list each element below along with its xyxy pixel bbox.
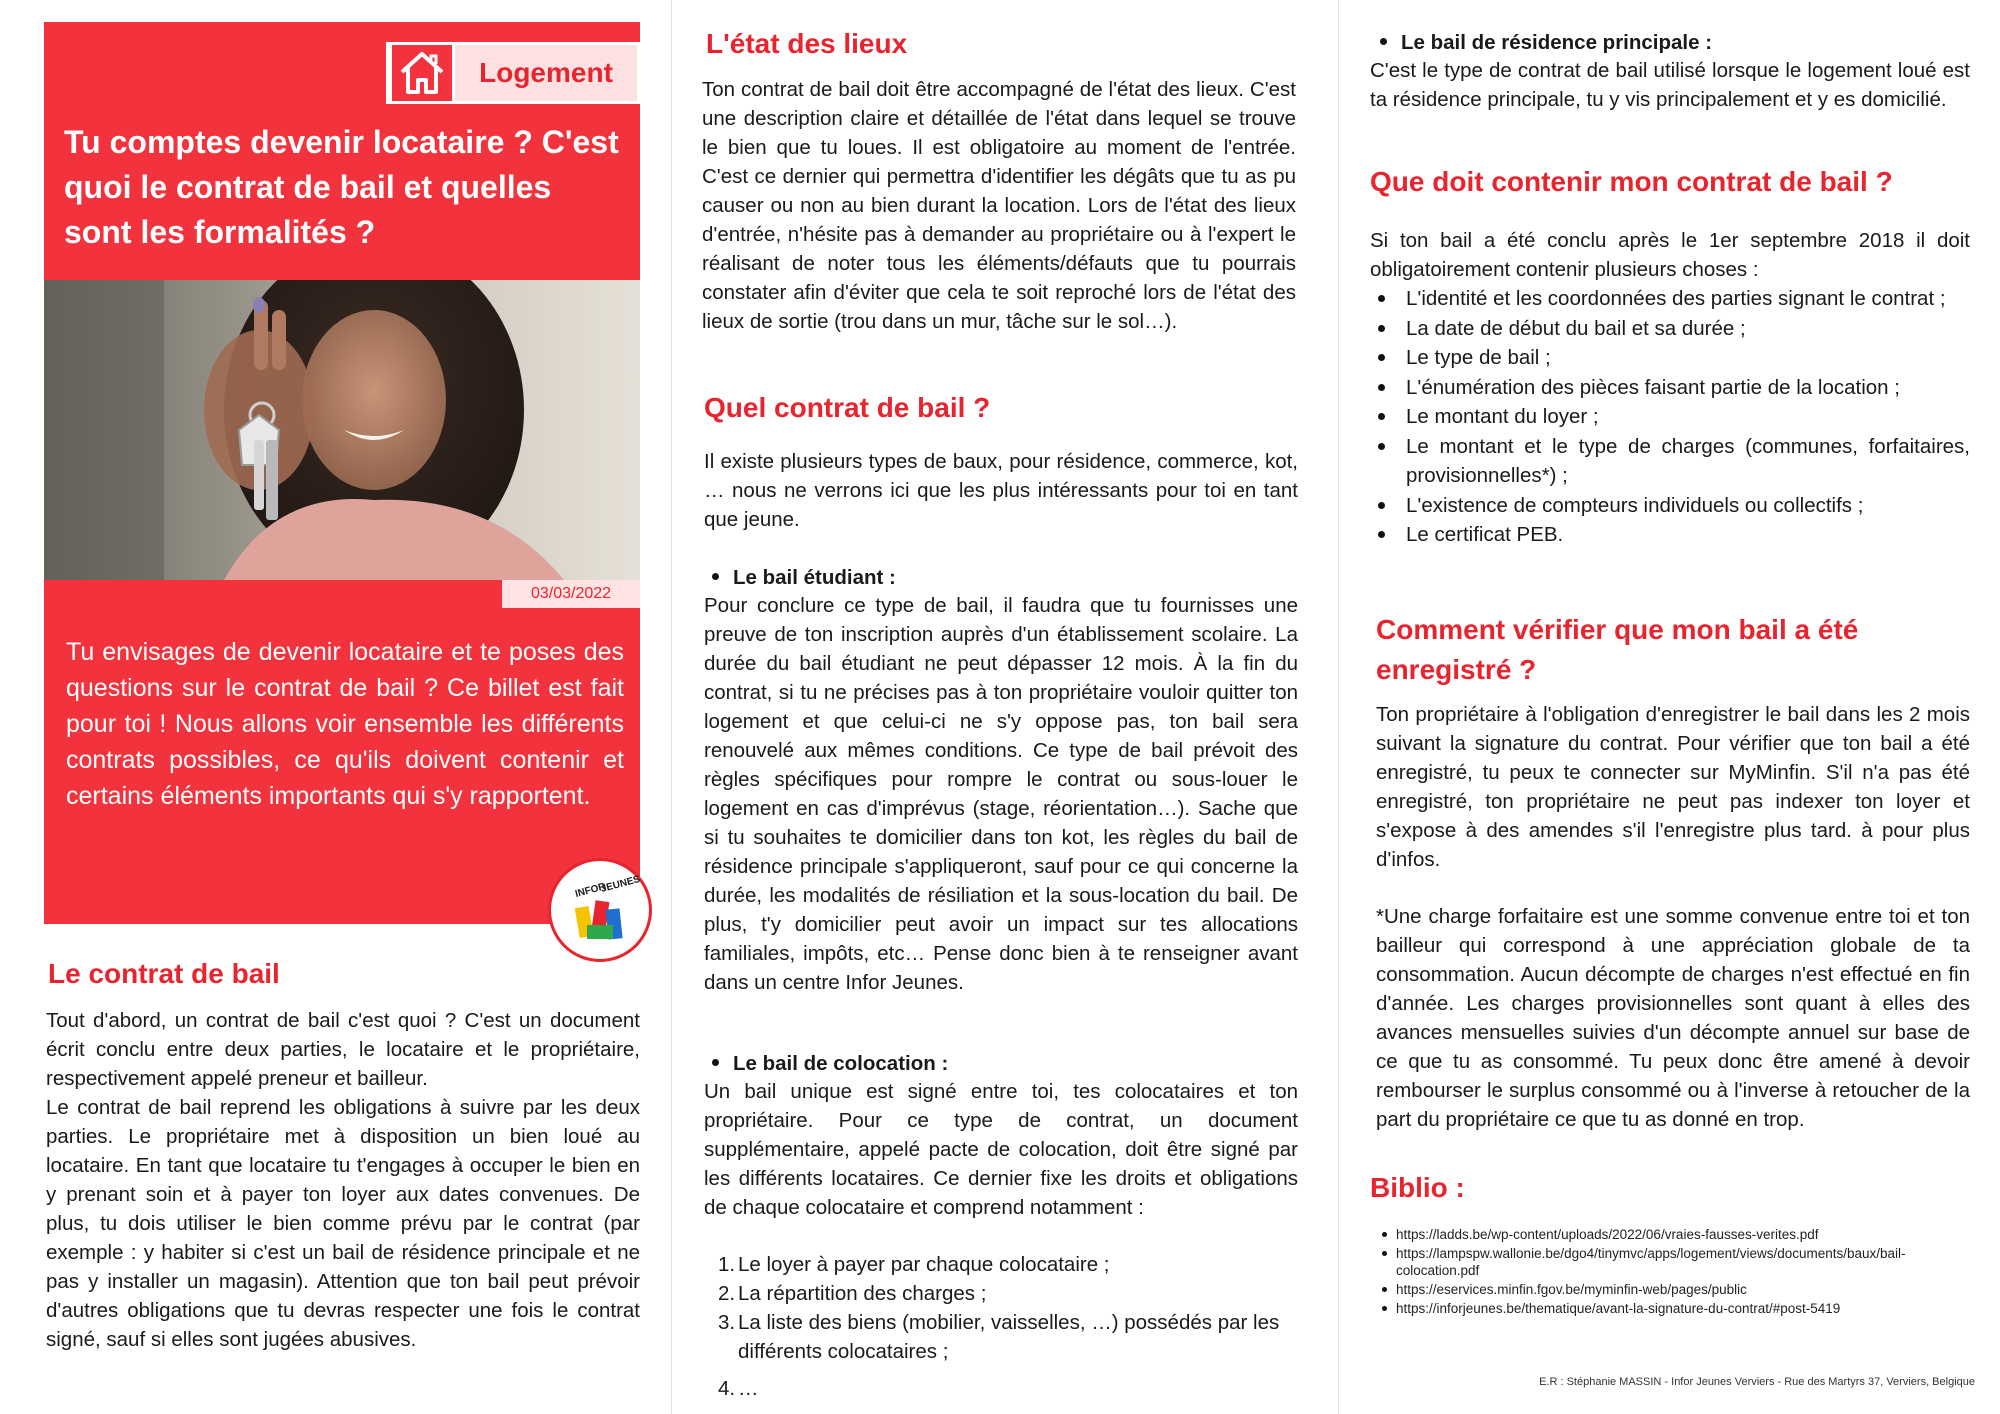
verifier-text: Ton propriétaire à l'obligation d'enregistrer le bail dans les 2 mois suivant la signature du contrat. Pour vérifier que ton bail a été enregistré, tu peux te connecter sur MyMinfin. S'il n'a pas été enregistré, ton propriétaire ne peut pas indexer ton loyer et s'expose à des amendes s'il l'enregistre plus tard. à pour plus d'infos. [1376,703,1970,871]
category-label: Logement [455,45,637,101]
bail-residence-text: C'est le type de contrat de bail utilisé lorsque le logement loué est ta résidence principale, tu y vis principalement et y es domicilié. [1370,59,1970,111]
list-item: L'existence de compteurs individuels ou collectifs ; [1370,491,1970,521]
list-item: Le montant et le type de charges (communes, forfaitaires, provisionnelles*) ; [1370,432,1970,491]
column-divider-1 [671,0,672,1414]
bullet-dot [712,1059,719,1066]
heading-contrat: Le contrat de bail [48,958,280,989]
column-1 [44,0,644,1414]
publication-date: 03/03/2022 [502,580,640,608]
biblio-link[interactable]: https://lampspw.wallonie.be/dgo4/tinymvc/apps/logement/views/documents/baux/bail-colocation.pdf [1376,1245,1971,1279]
biblio-list [1376,1226,1971,1319]
list-item: Le montant du loyer ; [1370,402,1970,432]
column-3 [1370,0,1975,1414]
contenu-intro: Si ton bail a été conclu après le 1er septembre 2018 il doit obligatoirement contenir plusieurs choses : [1370,229,1970,281]
bullet-dot [1380,38,1387,45]
bail-colocation-label: Le bail de colocation : [733,1052,949,1075]
contenu-list [1370,284,1970,550]
bail-etudiant-text: Pour conclure ce type de bail, il faudra que tu fournisses une preuve de ton inscription auprès d'un établissement scolaire. La durée du bail étudiant ne peut dépasser 12 mois. À la fin du contrat, si tu ne précises pas à ton propriétaire vouloir quitter ton logement et que celui-ci ne s'y oppose pas, ton bail sera renouvelé aux mêmes conditions. Ce type de bail prévoit des règles spécifiques pour rompre le contrat ou sous-louer le logement en cas d'imprévus (stage, réorientation…). Sache que si tu souhaites te domicilier dans ton kot, les règles du bail de résidence principale s'appliqueront, sauf pour ce qui concerne la durée, les modalités de résiliation et la sous-location du bail. De plus, t'y domicilier peut avoir un impact sur tes allocations familiales, impôts, etc… Pense donc bien à te renseigner avant dans un centre Infor Jeunes. [704,594,1298,994]
intro-text: Tu envisages de devenir locataire et te poses des questions sur le contrat de bail ? Ce billet est fait pour toi ! Nous allons voir ensemble les différents contrats possibles, ce qu'ils doivent contenir et certains éléments importants qui s'y rapportent. [66,638,624,810]
bail-residence-label: Le bail de résidence principale : [1401,31,1713,54]
list-item: 1. Le loyer à payer par chaque colocataire ; [718,1253,1110,1276]
contrat-paragraph-1: Tout d'abord, un contrat de bail c'est quoi ? C'est un document écrit conclu entre deux parties, le locataire et le propriétaire, respectivement appelé preneur et bailleur. [46,1009,640,1090]
quel-contrat-intro: Il existe plusieurs types de baux, pour résidence, commerce, kot, … nous ne verrons ici que les plus intéressants pour toi en tant que jeune. [704,450,1298,531]
hero-panel [44,22,640,924]
bullet-bail-colocation [702,1049,948,1078]
biblio-link[interactable]: https://eservices.minfin.fgov.be/myminfin-web/pages/public [1376,1281,1971,1298]
house-icon [389,42,455,104]
etat-des-lieux-text: Ton contrat de bail doit être accompagné de l'état des lieux. C'est une description claire et détaillée de l'état dans lequel se trouve le bien que tu loues. Il est obligatoire au moment de l'entrée. C'est ce dernier qui permettra d'identifier les dégâts que tu as pu causer ou non au bien durant la location. Lors de l'état des lieux d'entrée, n'hésite pas à demander au propriétaire ou à l'expert le réalisant de noter tous les éléments/défauts que tu pourrais constater afin d'éviter que cela te soit reproché lors de l'état des lieux de sortie (trou dans un mur, tâche sur le sol…). [702,78,1296,333]
category-tag [386,42,640,104]
heading-verifier: Comment vérifier que mon bail a été enregistré ? [1376,614,1859,685]
list-item: 4. … [718,1377,759,1400]
list-item: La date de début du bail et sa durée ; [1370,314,1970,344]
colocation-list [702,1250,1298,1403]
charge-note: *Une charge forfaitaire est une somme convenue entre toi et ton bailleur qui correspond à une appréciation globale de ta consommation. Aucun décompte de charges n'est effectué en fin d'année. Les charges provisionnelles sont quant à elles des avances mensuelles suivies d'un décompte annuel sur base de ce que tu as consommé. Tu peux donc être amené à devoir rembourser le surplus consommé ou à l'inverse à retoucher de la part du propriétaire ce que tu as donné en trop. [1376,905,1970,1131]
column-divider-2 [1338,0,1339,1414]
page-title: Tu comptes devenir locataire ? C'est quoi le contrat de bail et quelles sont les formalités ? [64,124,619,250]
heading-quel-contrat: Quel contrat de bail ? [704,392,991,423]
list-item: 3. La liste des biens (mobilier, vaisselles, …) possédés par les différents colocataires ; [718,1311,1280,1363]
column-2 [702,0,1302,1414]
bail-colocation-text: Un bail unique est signé entre toi, tes colocataires et ton propriétaire. Pour ce type de contrat, un document supplémentaire, appelé pacte de colocation, doit être signé par les différents locataires. Ce dernier fixe les droits et obligations de chaque colocataire et comprend notamment : [704,1080,1298,1219]
list-item: Le certificat PEB. [1370,520,1970,550]
svg-text:JEUNES: JEUNES [599,873,642,895]
contrat-paragraph-2: Le contrat de bail reprend les obligations à suivre par les deux parties. Le propriétaire met à disposition un bien loué au locataire. En tant que locataire tu t'engages à occuper le bien en y prenant soin et à payer ton loyer aux dates convenues. De plus, tu dois utiliser le bien comme prévu par le contrat (par exemple : y habiter si c'est un bail de résidence principale et ne pas y installer un magasin). Attention que ton bail peut prévoir d'autres obligations que tu devras respecter une fois le contrat signé, sauf si elles sont jugées abusives. [46,1096,640,1351]
heading-etat-des-lieux: L'état des lieux [706,28,908,59]
svg-text:INFOR: INFOR [573,881,607,900]
biblio-link[interactable]: https://ladds.be/wp-content/uploads/2022/06/vraies-fausses-verites.pdf [1376,1226,1971,1243]
bail-etudiant-label: Le bail étudiant : [733,566,896,589]
bullet-bail-etudiant [702,563,896,592]
list-item: Le type de bail ; [1370,343,1970,373]
biblio-link[interactable]: https://inforjeunes.be/thematique/avant-la-signature-du-contrat/#post-5419 [1376,1300,1971,1317]
heading-biblio: Biblio : [1370,1172,1465,1203]
list-item: L'énumération des pièces faisant partie de la location ; [1370,373,1970,403]
list-item: L'identité et les coordonnées des parties signant le contrat ; [1370,284,1970,314]
publisher-footer: E.R : Stéphanie MASSIN - Infor Jeunes Verviers - Rue des Martyrs 37, Verviers, Belgique [1539,1376,1975,1388]
heading-contenu: Que doit contenir mon contrat de bail ? [1370,166,1893,197]
bullet-dot [712,573,719,580]
list-item: 2. La répartition des charges ; [718,1282,987,1305]
hero-photo [44,280,640,580]
bullet-bail-residence [1370,28,1712,57]
infor-jeunes-logo [548,858,652,962]
